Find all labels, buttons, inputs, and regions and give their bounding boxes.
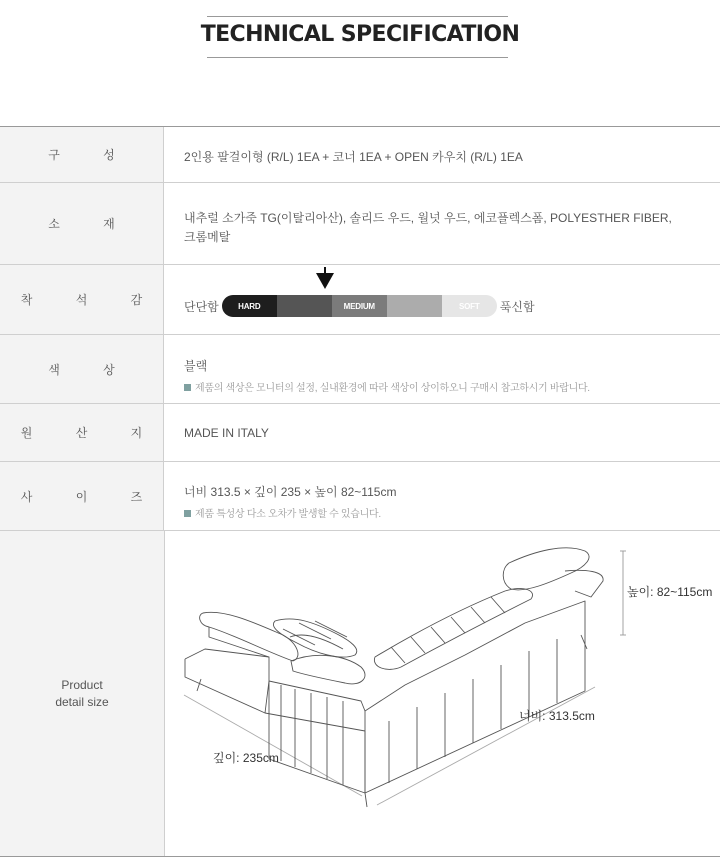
spec-label-detail: Product detail size <box>0 531 165 856</box>
feel-scale-wrap <box>184 295 535 317</box>
feel-left-label: 단단함 <box>184 299 219 314</box>
color-note-text: 제품의 색상은 모니터의 설정, 실내환경에 따라 색상이 상이하오니 구매시 참고하시기 바랍니다. <box>195 383 590 394</box>
spec-label-origin: 원 산 지 <box>0 404 164 461</box>
spec-row-color <box>0 335 720 404</box>
spec-row-feel <box>0 265 720 335</box>
spec-row-composition <box>0 127 720 183</box>
material-line-1: 내추럴 소가죽 TG(이탈리아산), 솔리드 우드, 월넛 우드, 에코플렉스폼, POLYESTHER FIBER, <box>184 211 672 225</box>
depth-dimension-label: 깊이: 235cm <box>213 751 279 765</box>
spec-label-material: 소 재 <box>0 183 164 264</box>
spec-row-detail <box>0 531 720 857</box>
feel-segment-soft: SOFT <box>442 295 497 317</box>
material-line-2: 크롬메탈 <box>184 230 231 244</box>
spec-value-size <box>184 483 710 520</box>
note-square-icon <box>184 384 191 391</box>
spec-row-material <box>0 183 720 265</box>
spec-value-composition: 2인용 팔걸이형 (R/L) 1EA + 코너 1EA + OPEN 카우치 (R/L) 1EA <box>184 150 523 164</box>
spec-value-origin: MADE IN ITALY <box>184 426 269 440</box>
width-dimension-label: 너비: 313.5cm <box>519 709 595 723</box>
feel-segment-2 <box>277 295 332 317</box>
spec-row-size <box>0 462 720 531</box>
size-note <box>184 505 710 520</box>
size-value: 너비 313.5 × 깊이 235 × 높이 82~115cm <box>184 485 397 499</box>
spec-value-material <box>184 209 710 247</box>
spec-value-color <box>184 357 710 394</box>
feel-right-label: 푹신함 <box>499 299 535 314</box>
spec-row-origin <box>0 404 720 462</box>
height-dimension-label: 높이: 82~115cm <box>627 585 713 599</box>
feel-segment-4 <box>387 295 442 317</box>
sofa-line-drawing <box>165 531 720 857</box>
page-title: TECHNICAL SPECIFICATION <box>200 22 520 47</box>
feel-pointer-arrow-icon <box>316 273 334 289</box>
feel-segment-medium: MEDIUM <box>332 295 387 317</box>
title-bottom-rule <box>207 57 508 58</box>
feel-segment-hard: HARD <box>222 295 277 317</box>
spec-label-feel: 착 석 감 <box>0 265 164 334</box>
spec-label-composition: 구 성 <box>0 127 164 182</box>
note-square-icon <box>184 510 191 517</box>
color-note <box>184 379 710 394</box>
title-top-rule <box>207 16 508 17</box>
feel-scale <box>222 295 497 317</box>
spec-table <box>0 126 720 857</box>
size-note-text: 제품 특성상 다소 오차가 발생할 수 있습니다. <box>195 509 381 520</box>
spec-label-color: 색 상 <box>0 335 164 403</box>
spec-label-size: 사 이 즈 <box>0 462 164 530</box>
color-value: 블랙 <box>184 359 208 373</box>
header <box>0 0 720 126</box>
sofa-drawing <box>165 531 720 856</box>
